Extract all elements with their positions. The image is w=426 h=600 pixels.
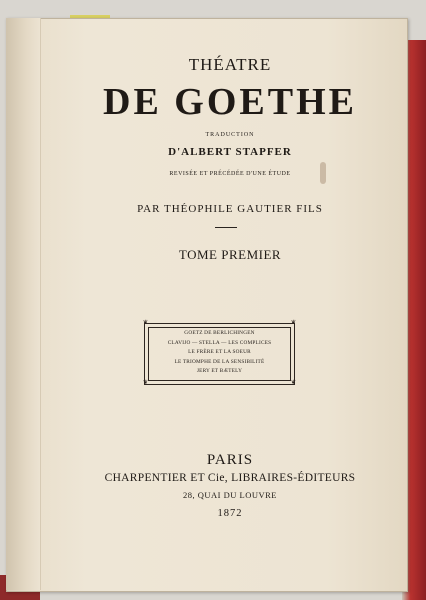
contents-item: CLAVIJO — STELLA — LES COMPLICES	[167, 339, 272, 346]
ornament-icon: ❦	[291, 320, 297, 326]
divider-rule	[215, 227, 237, 228]
contents-item: GOETZ DE BERLICHINGEN	[184, 330, 255, 336]
contents-item: LE TRIOMPHE DE LA SENSIBILITÉ	[174, 358, 265, 365]
publication-year: 1872	[217, 508, 243, 519]
translator-name: D'ALBERT STAPFER	[168, 146, 292, 158]
introducer-name: PAR THÉOPHILE GAUTIER FILS	[137, 203, 323, 215]
publisher-name: CHARPENTIER ET Cie, LIBRAIRES-ÉDITEURS	[104, 472, 356, 484]
publisher-address: 28, QUAI DU LOUVRE	[183, 490, 277, 500]
contents-item: JERY ET BÆTELY	[196, 368, 243, 375]
traduction-label: TRADUCTION	[205, 132, 255, 138]
volume-label: TOME PREMIER	[178, 247, 282, 262]
page-gutter	[6, 18, 41, 590]
ornament-icon: ❦	[291, 380, 297, 386]
publisher-city: PARIS	[206, 452, 254, 468]
heading-theatre: THÉATRE	[188, 55, 272, 74]
ornament-icon: ❦	[143, 380, 149, 386]
heading-author: DE GOETHE	[103, 81, 357, 123]
contents-item: LE FRÈRE ET LA SOEUR	[188, 349, 251, 356]
revision-note: REVISÉE ET PRÉCÉDÉE D'UNE ÉTUDE	[169, 171, 291, 177]
ornament-icon: ❦	[143, 320, 149, 326]
contents-list	[144, 329, 295, 377]
